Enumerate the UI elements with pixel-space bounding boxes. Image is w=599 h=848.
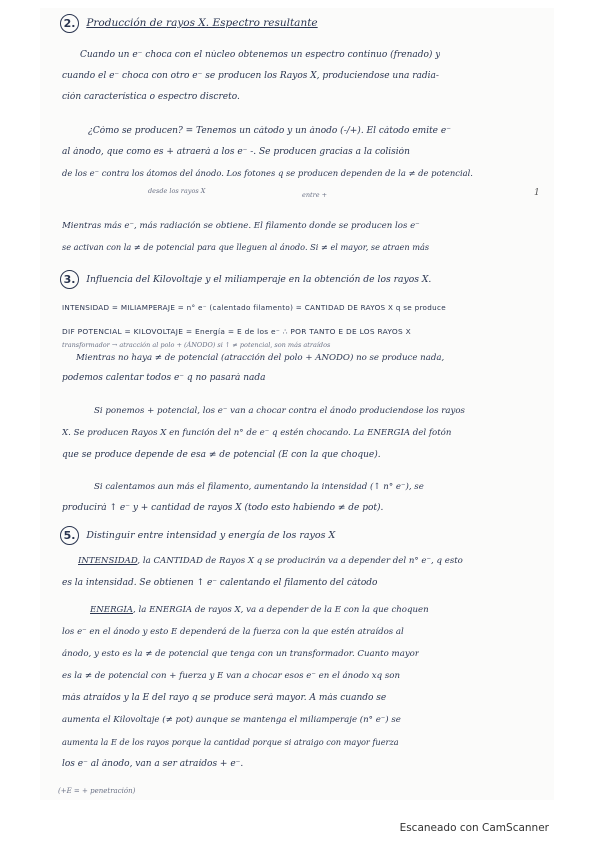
s5-p2-line8: los e⁻ al ánodo, van a ser atraídos + e⁻. <box>62 759 244 769</box>
s2-p1-line2: cuando el e⁻ choca con otro e⁻ se producen los Rayos X, produciendose una radia- <box>62 71 439 81</box>
section-5-number: 5. <box>60 526 79 545</box>
section-5-heading <box>60 526 544 545</box>
s2-p2-line2: al ánodo, que como es + atraerá a los e⁻ -. Se producen gracias a la colisión <box>62 147 410 157</box>
s2-p1-line1: Cuando un e⁻ choca con el núcleo obtenemos un espectro continuo (frenado) y <box>80 50 441 60</box>
s2-note-left: desde los rayos X <box>148 187 206 195</box>
section-3-title: Influencia del Kilovoltaje y el miliamperaje en la obtención de los rayos X. <box>86 274 432 285</box>
s3-potential-note: transformador → atracción al polo + (ÁNODO) si ↑ ≠ potencial, son más atraídos <box>62 341 331 349</box>
s2-p3-line2: se activan con la ≠ de potencial para que lleguen al ánodo. Si ≠ el mayor, se atraen más <box>62 242 430 252</box>
s3-p1-line2: podemos calentar todos e⁻ q no pasará nada <box>62 373 266 383</box>
s5-p1-text: , la CANTIDAD de Rayos X q se producirán va a depender del n° e⁻, q esto <box>137 556 463 566</box>
s3-p2-line1: Si ponemos + potencial, los e⁻ van a chocar contra el ánodo produciendose los rayos <box>94 406 465 416</box>
section-2-number: 2. <box>60 14 79 33</box>
s5-p1-line1 <box>78 556 463 567</box>
section-2-title: Producción de rayos X. Espectro resultante <box>86 17 318 29</box>
s2-p2-line3: de los e⁻ contra los átomos del ánodo. Los fotones q se producen dependen de la ≠ de potencial. <box>62 168 473 178</box>
s3-p1-line1: Mientras no haya ≠ de potencial (atracción del polo + ÁNODO) no se produce nada, <box>76 353 445 363</box>
s2-p3-line1: Mientras más e⁻, más radiación se obtiene. El filamento donde se producen los e⁻ <box>62 221 420 231</box>
s5-p2-text: , la ENERGÍA de rayos X, va a depender de la E con la que choquen <box>133 605 429 615</box>
s5-p2-line1 <box>90 605 429 616</box>
s5-p2-line2: los e⁻ en el ánodo y esto E dependerá de la fuerza con la que estén atraídos al <box>62 627 404 637</box>
s3-p3-line1: Si calentamos aun más el filamento, aumentando la intensidad (↑ n° e⁻), se <box>94 482 424 492</box>
s3-intensity-line: INTENSIDAD = MILIAMPERAJE = n° e⁻ (calentado filamento) = CANTIDAD DE RAYOS X q se produce <box>62 303 446 312</box>
scanner-watermark: Escaneado con CamScanner <box>399 822 549 834</box>
s5-p2-line3: ánodo, y esto es la ≠ de potencial que tenga con un transformador. Cuanto mayor <box>62 649 419 659</box>
scanned-page <box>40 8 554 800</box>
s5-p2-line7: aumenta la E de los rayos porque la cantidad porque si atraigo con mayor fuerza <box>62 737 399 747</box>
s3-p2-line3: que se produce depende de esa ≠ de potencial (E con la que choque). <box>62 450 381 460</box>
s2-note-right: entre + <box>302 191 328 199</box>
section-3-heading <box>60 270 544 289</box>
s2-margin-mark: 1 <box>534 188 540 198</box>
section-2-heading <box>60 14 544 33</box>
s5-p2-line4: es la ≠ de potencial con + fuerza y E van a chocar esos e⁻ en el ánodo xq son <box>62 671 400 681</box>
s2-p1-line3: ción característica o espectro discreto. <box>62 92 240 102</box>
s3-p2-line2: X. Se producen Rayos X en función del n° de e⁻ q estén chocando. La ENERGÍA del fotón <box>62 428 452 438</box>
s5-bottom-note: (+E = + penetración) <box>58 787 136 795</box>
s3-p3-line2: producirá ↑ e⁻ y + cantidad de rayos X (todo esto habiendo ≠ de pot). <box>62 503 384 513</box>
s3-potential-line: DIF POTENCIAL = KILOVOLTAJE = Energía = E de los e⁻ ∴ POR TANTO E DE LOS RAYOS X <box>62 327 411 336</box>
s5-p2-line6: aumenta el Kilovoltaje (≠ pot) aunque se mantenga el miliamperaje (n° e⁻) se <box>62 715 401 725</box>
s5-p1-line2: es la intensidad. Se obtienen ↑ e⁻ calentando el filamento del cátodo <box>62 578 378 588</box>
s2-p2-line1: ¿Cómo se producen? = Tenemos un cátodo y un ánodo (-/+). El cátodo emite e⁻ <box>88 126 451 136</box>
section-5-title: Distinguir entre intensidad y energía de los rayos X <box>86 530 336 541</box>
s5-p2-line5: más atraídos y la E del rayo q se produce será mayor. A más cuando se <box>62 693 387 703</box>
s5-intensity-lead: INTENSIDAD <box>78 556 138 566</box>
s5-energy-lead: ENERGÍA <box>90 605 134 615</box>
section-3-number: 3. <box>60 270 79 289</box>
